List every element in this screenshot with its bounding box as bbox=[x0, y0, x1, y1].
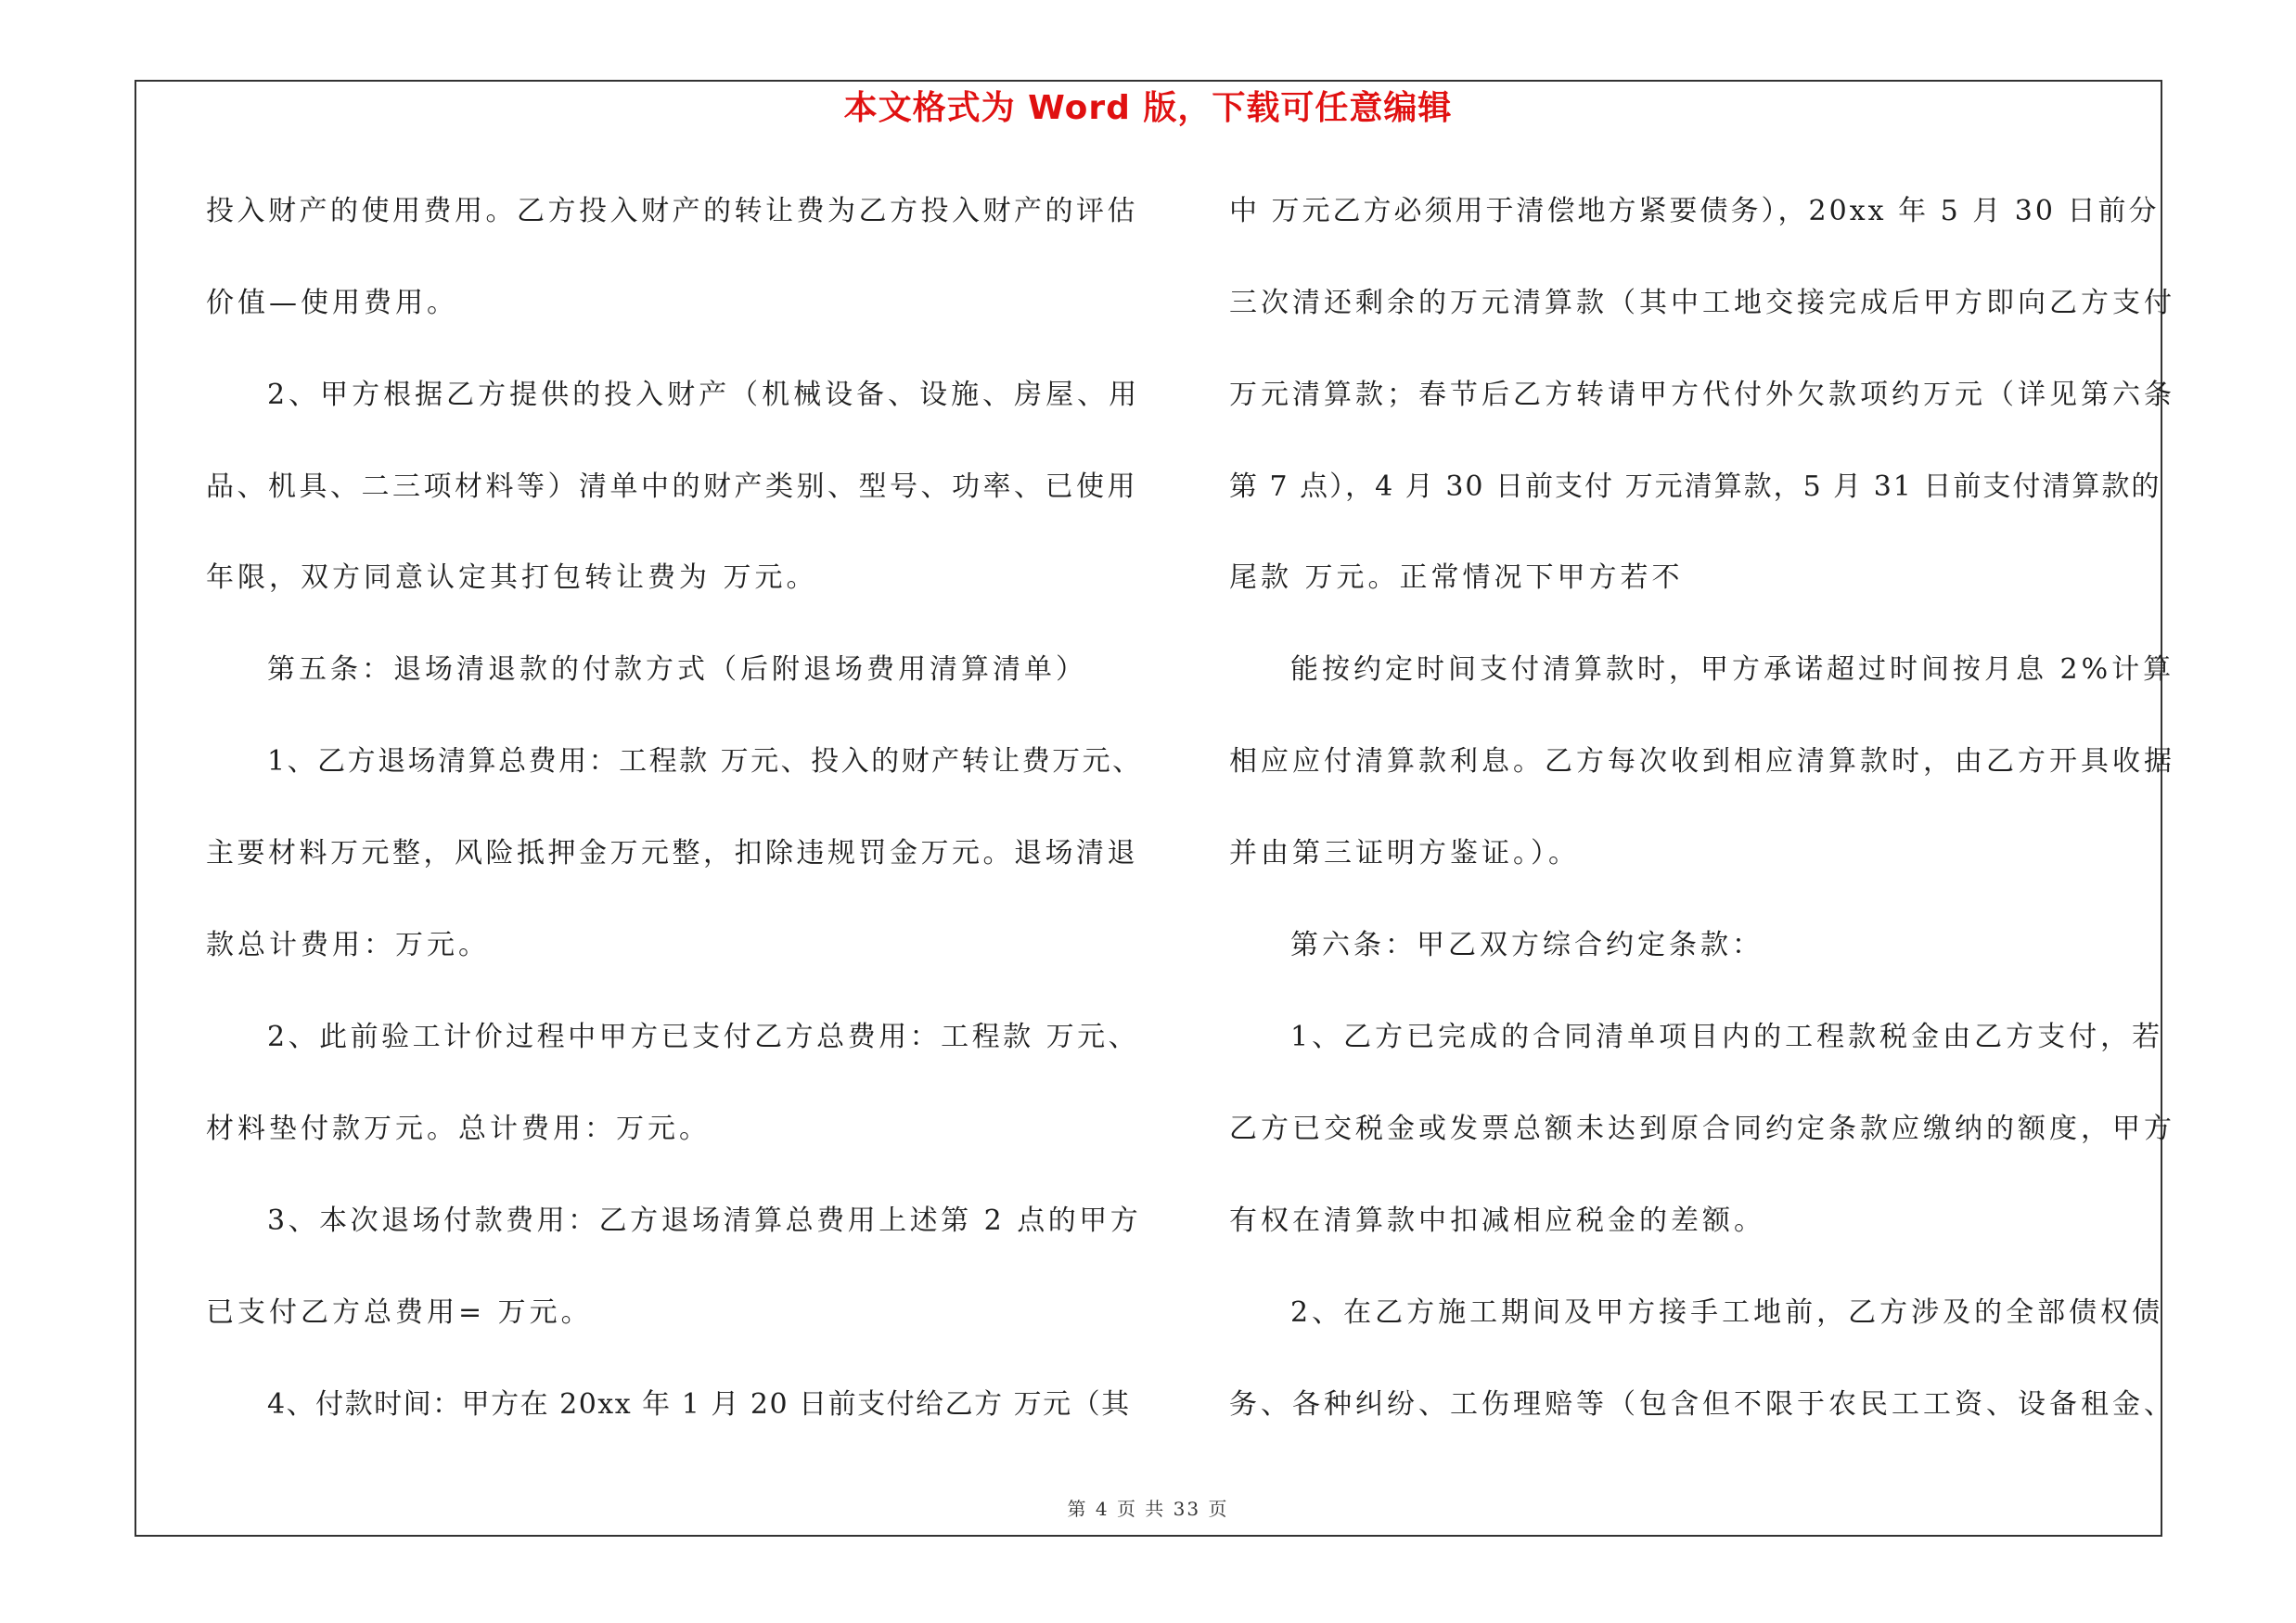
left-line: 款总计费用：万元。 bbox=[206, 929, 490, 961]
right-line: 三次清还剩余的万元清算款（其中工地交接完成后甲方即向乙方支付 bbox=[1229, 287, 2175, 319]
left-line: 投入财产的使用费用。乙方投入财产的转让费为乙方投入财产的评估 bbox=[206, 195, 1138, 227]
right-line: 能按约定时间支付清算款时，甲方承诺超过时间按月息 2%计算 bbox=[1290, 653, 2175, 686]
right-line: 务、各种纠纷、工伤理赔等（包含但不限于农民工工资、设备租金、 bbox=[1229, 1388, 2175, 1421]
right-line: 乙方已交税金或发票总额未达到原合同约定条款应缴纳的额度，甲方 bbox=[1229, 1113, 2175, 1145]
page-number: 第 4 页 共 33 页 bbox=[1067, 1498, 1229, 1520]
left-line: 3、本次退场付款费用：乙方退场清算总费用上述第 2 点的甲方 bbox=[267, 1204, 1142, 1237]
left-line: 2、甲方根据乙方提供的投入财产（机械设备、设施、房屋、用 bbox=[267, 379, 1141, 411]
left-line: 2、此前验工计价过程中甲方已支付乙方总费用：工程款 万元、 bbox=[267, 1021, 1140, 1053]
left-line: 1、乙方退场清算总费用：工程款 万元、投入的财产转让费万元、 bbox=[267, 745, 1143, 778]
left-line: 4、付款时间：甲方在 20xx 年 1 月 20 日前支付给乙方 万元（其 bbox=[267, 1388, 1131, 1421]
right-line: 相应应付清算款利息。乙方每次收到相应清算款时，由乙方开具收据 bbox=[1229, 745, 2175, 778]
right-line: 1、乙方已完成的合同清单项目内的工程款税金由乙方支付，若 bbox=[1290, 1021, 2164, 1053]
right-line: 尾款 万元。正常情况下甲方若不 bbox=[1229, 561, 1684, 594]
left-line: 已支付乙方总费用= 万元。 bbox=[206, 1296, 593, 1329]
left-line: 主要材料万元整，风险抵押金万元整，扣除违规罚金万元。退场清退 bbox=[206, 837, 1138, 869]
right-line: 有权在清算款中扣减相应税金的差额。 bbox=[1229, 1204, 1765, 1237]
right-line: 第 7 点），4 月 30 日前支付 万元清算款，5 月 31 日前支付清算款的 bbox=[1229, 470, 2161, 503]
left-line: 年限，双方同意认定其打包转让费为 万元。 bbox=[206, 561, 818, 594]
left-line: 第五条：退场清退款的付款方式（后附退场费用清算清单） bbox=[267, 653, 1087, 686]
right-line: 并由第三证明方鉴证。）。 bbox=[1229, 837, 1580, 869]
left-line: 品、机具、二三项材料等）清单中的财产类别、型号、功率、已使用 bbox=[206, 470, 1138, 503]
left-line: 价值—使用费用。 bbox=[206, 287, 458, 319]
right-line: 第六条：甲乙双方综合约定条款： bbox=[1290, 929, 1764, 961]
right-line: 万元清算款；春节后乙方转请甲方代付外欠款项约万元（详见第六条 bbox=[1229, 379, 2175, 411]
right-line: 中 万元乙方必须用于清偿地方紧要债务），20xx 年 5 月 30 日前分 bbox=[1229, 195, 2160, 227]
right-line: 2、在乙方施工期间及甲方接手工地前，乙方涉及的全部债权债 bbox=[1290, 1296, 2164, 1329]
header-notice: 本文格式为 Word 版，下载可任意编辑 bbox=[843, 89, 1453, 127]
left-line: 材料垫付款万元。总计费用：万元。 bbox=[206, 1113, 711, 1145]
